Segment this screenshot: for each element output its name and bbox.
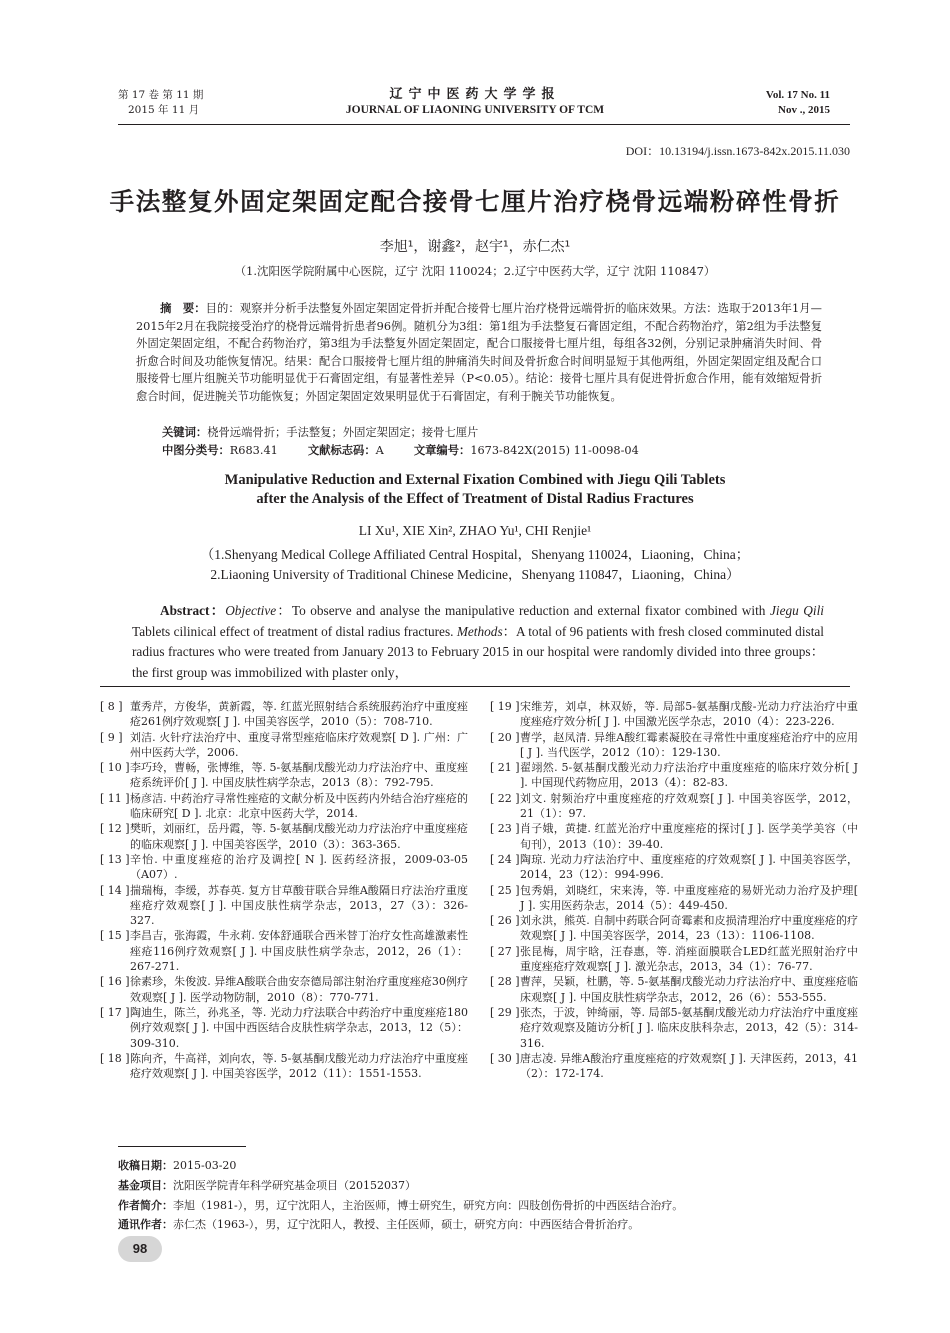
footnotes	[118, 1156, 683, 1235]
reference-text: 宋维芳，刘卓，林双娇，等. 局部5-氨基酮戊酸-光动力疗法治疗中重度痤疮疗效分析[ J ]. 中国激光医学杂志，2010（4）：223-226.	[520, 700, 858, 729]
reference-item	[490, 913, 858, 944]
reference-text: 杨彦洁. 中药治疗寻常性痤疮的文献分析及中医药内外结合治疗痤疮的临床研究[ D ]. 北京：北京中医药大学，2014.	[130, 791, 468, 821]
received-label: 收稿日期：	[118, 1159, 173, 1172]
reference-item	[100, 974, 468, 1005]
reference-item	[100, 1051, 468, 1082]
reference-text: 陶迪生，陈兰，孙兆圣，等. 光动力疗法联合中药治疗中重度痤疮180例疗效观察[ J ]. 中国中西医结合皮肤性病学杂志，2013，12（5）：309-310.	[130, 1005, 468, 1050]
reference-text: 张杰，于波，钟绮丽，等. 局部5-氨基酮戊酸光动力疗法治疗中重度痤疮疗效观察及随访分析[ J ]. 临床皮肤科杂志，2013，42（5）：314-316.	[520, 1005, 858, 1050]
corresponding-author	[118, 1215, 683, 1235]
header-rule	[118, 124, 850, 125]
reference-number: [ 19 ]	[490, 700, 520, 713]
author-bio-value: 李旭（1981-），男，辽宁沈阳人，主治医师，博士研究生，研究方向：四肢创伤骨折的中西医结合治疗。	[173, 1198, 684, 1212]
references-left-column	[100, 699, 468, 1081]
abstract-en-label: Abstract：	[160, 603, 226, 618]
methods-label: Methods	[456, 623, 503, 639]
reference-text: 辛怡. 中重度痤疮的治疗及调控[ N ]. 医药经济报，2009-03-05（A07）.	[130, 852, 468, 882]
en-affil-line2: 2.Liaoning University of Traditional Chinese Medicine，Shenyang 110847，Liaoning，China）	[210, 567, 740, 582]
volume-en: Vol. 17 No. 11	[765, 89, 830, 101]
header-issue-cn	[118, 88, 203, 118]
keywords-label: 关键词：	[162, 426, 208, 439]
en-affil-line1: （1.Shenyang Medical College Affiliated Central Hospital，Shenyang 110024，Liaoning，China；	[200, 547, 750, 562]
reference-text: 揣瑞梅，李缓，苏春英. 复方甘草酸苷联合异维A酸隔日疗法治疗重度痤疮疗效观察[ J ]. 中国皮肤性病学杂志，2013，27（3）：326-327.	[130, 883, 468, 928]
doi[interactable]: DOI：10.13194/j.issn.1673-842x.2015.11.030	[625, 144, 850, 158]
reference-number: [ 20 ]	[490, 730, 520, 744]
reference-text: 刘文. 射频治疗中重度痤疮的疗效观察[ J ]. 中国美容医学，2012，21（1）：97.	[520, 791, 858, 821]
abstract-en-part3: ：A total of 96 patients with fresh closed comminuted distal radius fractures who were treated from January 2013 to February 2015 in our hospital were randomly divided into three groups：the first group was immobilized with plaster only，	[132, 623, 824, 680]
en-title-line1: Manipulative Reduction and External Fixation Combined with Jiegu Qili Tablets	[224, 472, 726, 488]
en-title-line2: after the Analysis of the Effect of Treatment of Distal Radius Fractures	[256, 491, 694, 507]
reference-number: [ 9 ]	[100, 730, 123, 744]
reference-text: 樊昕，刘丽红，岳丹霞，等. 5-氨基酮戊酸光动力疗法治疗中重度痤疮的临床观察[ J ]. 中国美容医学，2010（3）：363-365.	[130, 822, 468, 851]
keywords-cn	[162, 424, 822, 442]
reference-number: [ 29 ]	[490, 1005, 520, 1019]
journal-name-en: JOURNAL OF LIAONING UNIVERSITY OF TCM	[345, 104, 605, 116]
article-no-label: 文章编号：	[413, 444, 471, 457]
doc-code-value: A	[375, 444, 384, 457]
reference-text: 肖子娥，黄捷. 红蓝光治疗中重度痤疮的探讨[ J ]. 医学美学美容（中旬刊），2013（10）：39-40.	[520, 822, 858, 851]
reference-item	[490, 944, 858, 975]
reference-item	[100, 883, 468, 929]
corr-label: 通讯作者：	[118, 1218, 173, 1232]
reference-number: [ 17 ]	[100, 1005, 130, 1019]
abstract-en-part2: Tablets cilinical effect of treatment of distal radius fractures.	[132, 623, 457, 639]
journal-name-cn: 辽宁中医药大学学报	[389, 87, 561, 102]
reference-text: 翟翊然. 5-氨基酮戊酸光动力疗法治疗中重度痤疮的临床疗效分析[ J ]. 中国现代药物应用，2013（4）：82-83.	[520, 761, 858, 790]
reference-number: [ 23 ]	[490, 822, 520, 836]
abstract-cn-label: 摘 要：	[160, 302, 206, 315]
reference-item	[490, 699, 858, 730]
reference-item	[490, 791, 858, 822]
abstract-en	[132, 601, 824, 683]
clc-label: 中图分类号：	[162, 444, 230, 457]
reference-text: 李巧玲，曹畅，张博维，等. 5-氨基酮戊酸光动力疗法治疗中、重度痤疮系统评价[ J ]. 中国皮肤性病学杂志，2013（8）：792-795.	[130, 761, 468, 790]
reference-text: 董秀芹，方俊华，黄新霞，等. 红蓝光照射结合系统服药治疗中重度痤疮261例疗效观察[ J ]. 中国美容医学，2010（5）：708-710.	[130, 700, 468, 729]
reference-number: [ 26 ]	[490, 914, 520, 928]
date-en: Nov ., 2015	[778, 104, 830, 116]
authors-cn: 李旭¹，谢鑫²，赵宇¹，赤仁杰¹	[379, 239, 571, 255]
abstract-cn-text: 目的：观察并分析手法整复外固定架固定骨折并配合接骨七厘片治疗桡骨远端骨折的临床效果。方法：选取于2013年1月—2015年2月在我院接受治疗的桡骨远端骨折患者96例。随机分为3组：第1组为手法整复石膏固定组，不配合药物治疗，第2组为手法整复外固定架固定组，不配合药物治疗，第3组为手法整复外固定架固定，配合口服接骨七厘片组，每组各32例，分别记录肿痛消失时间、骨折愈合时间及功能恢复情况。结果：配合口服接骨七厘片组的肿痛消失时间及骨折愈合时间明显短于其他两组，外固定架固定组及配合口服接骨七厘片组腕关节功能明显优于石膏固定组，有显著性差异（P<0.05）。结论：接骨七厘片具有促进骨折愈合作用，能有效缩短骨折愈合时间，促进腕关节功能恢复；外固定架固定效果明显优于石膏固定，有利于腕关节功能恢复。	[136, 302, 822, 403]
reference-text: 刘洁. 火针疗法治疗中、重度寻常型痤疮临床疗效观察[ D ]. 广州：广州中医药大学，2006.	[130, 730, 468, 759]
reference-item	[100, 1005, 468, 1051]
header-issue-en	[766, 88, 830, 118]
reference-number: [ 16 ]	[100, 975, 130, 989]
doc-code-label: 文献标志码：	[307, 444, 376, 457]
reference-number: [ 8 ]	[100, 700, 123, 713]
reference-number: [ 12 ]	[100, 822, 130, 836]
reference-item	[100, 760, 468, 791]
reference-number: [ 14 ]	[100, 883, 130, 897]
reference-number: [ 27 ]	[490, 944, 520, 958]
reference-item	[490, 1005, 858, 1051]
reference-item	[100, 928, 468, 974]
reference-item	[490, 1051, 858, 1082]
authors-en: LI Xu¹, XIE Xin², ZHAO Yu¹, CHI Renjie¹	[358, 523, 592, 538]
article-title-cn: 手法整复外固定架固定配合接骨七厘片治疗桡骨远端粉碎性骨折	[109, 187, 841, 216]
volume-cn: 第 17 卷 第 11 期	[118, 89, 204, 101]
reference-number: [ 11 ]	[100, 791, 130, 805]
reference-item	[100, 730, 468, 761]
date-cn: 2015 年 11 月	[128, 104, 200, 116]
reference-text: 李昌吉，张海霞，牛永莉. 安体舒通联合西米替丁治疗女性高雄激素性痤疮116例疗效观察[ J ]. 中国皮肤性病学杂志，2012，26（1）：267-271.	[130, 929, 468, 974]
reference-number: [ 30 ]	[490, 1051, 520, 1065]
reference-number: [ 24 ]	[490, 852, 520, 866]
references-right-column	[490, 699, 858, 1081]
page-number: 98	[118, 1236, 162, 1262]
drug-name: Jiegu Qili	[769, 603, 824, 618]
abstract-en-part1: ：To observe and analyse the manipulative reduction and external fixator combined with	[276, 603, 770, 618]
reference-text: 唐志凌. 异维A酸治疗重度痤疮的疗效观察[ J ]. 天津医药，2013，41（2）：172-174.	[520, 1051, 858, 1081]
fund-info	[118, 1176, 683, 1196]
corr-value: 赤仁杰（1963-），男，辽宁沈阳人，教授、主任医师，硕士，研究方向：中西医结合骨折治疗。	[173, 1218, 640, 1232]
reference-text: 陈向齐，牛高祥，刘向农，等. 5-氨基酮戊酸光动力疗法治疗中重度痤疮疗效观察[ J ]. 中国美容医学，2012（11）：1551-1553.	[130, 1051, 468, 1081]
footnote-rule	[118, 1146, 246, 1147]
clc-value: R683.41	[229, 444, 278, 457]
reference-text: 曹学，赵凤清. 异维A酸红霉素凝胶在寻常性中重度痤疮治疗中的应用[ J ]. 当代医学，2012（10）：129-130.	[520, 730, 858, 759]
affiliation-en	[0, 545, 950, 585]
reference-number: [ 15 ]	[100, 929, 130, 943]
author-bio-label: 作者简介：	[118, 1198, 173, 1212]
reference-item	[490, 974, 858, 1005]
reference-number: [ 28 ]	[490, 975, 520, 989]
reference-text: 陶琼. 光动力疗法治疗中、重度痤疮的疗效观察[ J ]. 中国美容医学，2014，23（12）：994-996.	[520, 852, 858, 882]
reference-number: [ 10 ]	[100, 761, 130, 775]
reference-item	[490, 760, 858, 791]
reference-item	[490, 821, 858, 852]
header-journal	[300, 83, 650, 116]
reference-text: 刘永洪，熊英. 自制中药联合阿奇霉素和皮损清理治疗中重度痤疮的疗效观察[ J ]. 中国美容医学，2014，23（13）：1106-1108.	[520, 914, 858, 943]
reference-item	[100, 699, 468, 730]
reference-item	[100, 821, 468, 852]
reference-number: [ 13 ]	[100, 852, 130, 866]
section-rule	[100, 686, 850, 687]
reference-number: [ 18 ]	[100, 1051, 130, 1065]
received-value: 2015-03-20	[173, 1159, 237, 1172]
fund-value: 沈阳医学院青年科学研究基金项目（20152037）	[173, 1178, 416, 1192]
affiliation-cn: （1.沈阳医学院附属中心医院，辽宁 沈阳 110024；2.辽宁中医药大学，辽宁 沈阳 110847）	[234, 264, 716, 278]
reference-number: [ 25 ]	[490, 883, 520, 897]
reference-item	[490, 730, 858, 761]
reference-text: 曹萍，吴颖，杜鹏，等. 5-氨基酮戊酸光动力疗法治疗中、重度痤疮临床观察[ J ]. 中国皮肤性病学杂志，2012，26（6）：553-555.	[520, 975, 858, 1004]
classification-line	[162, 442, 639, 458]
article-no-value: 1673-842X(2015) 11-0098-04	[470, 444, 639, 457]
article-title-en	[0, 471, 950, 509]
reference-text: 张昆梅，周宇晗，汪春惠，等. 消痤面膜联合LED红蓝光照射治疗中重度痤疮疗效观察[ J ]. 激光杂志，2013，34（1）：76-77.	[520, 944, 858, 974]
objective-label: Objective	[225, 603, 277, 618]
reference-item	[100, 852, 468, 883]
keywords-text: 桡骨远端骨折；手法整复；外固定架固定；接骨七厘片	[207, 426, 479, 439]
reference-text: 包秀娟，刘晓红，宋来涛，等. 中重度痤疮的易妍光动力治疗及护理[ J ]. 实用医药杂志，2014（5）：449-450.	[520, 883, 858, 912]
reference-item	[490, 852, 858, 883]
fund-label: 基金项目：	[118, 1178, 173, 1192]
reference-text: 徐素珍，朱俊波. 异维A酸联合曲安奈德局部注射治疗重度痤疮30例疗效观察[ J ]. 医学动物防制，2010（8）：770-771.	[130, 975, 468, 1004]
reference-item	[100, 791, 468, 822]
reference-number: [ 21 ]	[490, 761, 520, 775]
received-date	[118, 1156, 683, 1176]
reference-item	[490, 883, 858, 914]
reference-number: [ 22 ]	[490, 791, 520, 805]
abstract-cn	[136, 300, 822, 406]
author-bio	[118, 1196, 683, 1216]
